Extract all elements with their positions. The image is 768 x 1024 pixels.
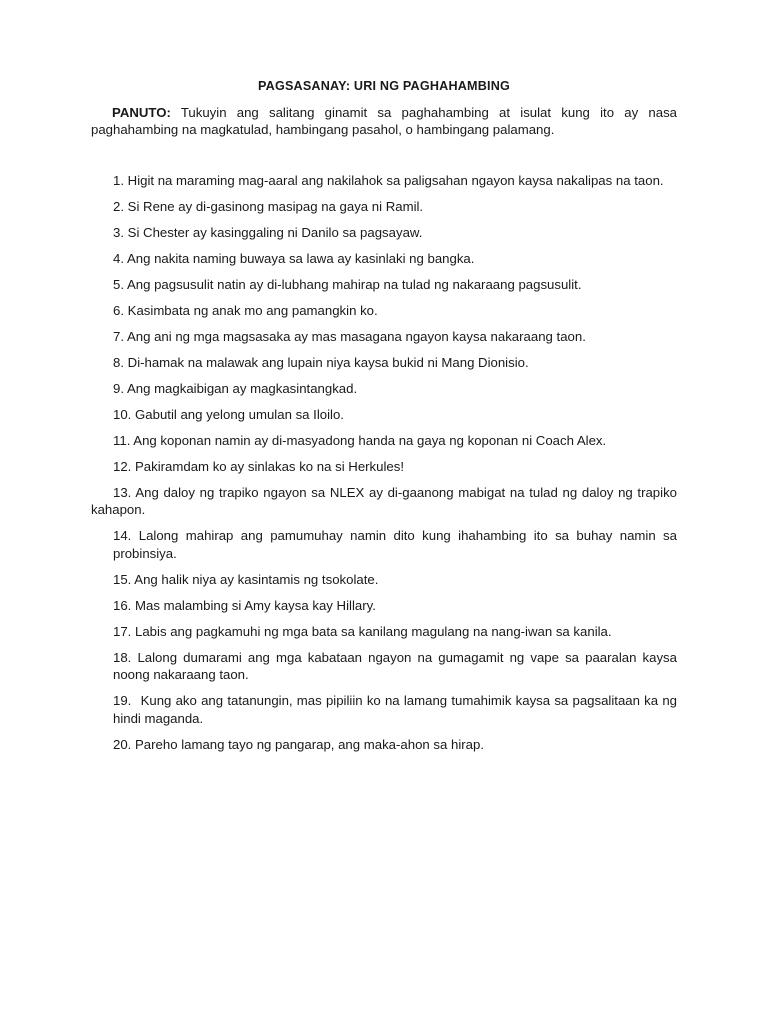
item-text: Si Chester ay kasinggaling ni Danilo sa pagsayaw. <box>127 224 423 240</box>
item-text: Gabutil ang yelong umulan sa Iloilo. <box>135 406 344 422</box>
exercise-item <box>91 276 677 294</box>
exercise-item <box>91 649 677 684</box>
item-text: Mas malambing si Amy kaysa kay Hillary. <box>135 597 376 613</box>
exercise-item <box>91 198 677 216</box>
exercise-item <box>91 597 677 615</box>
item-text: Ang koponan namin ay di-masyadong handa na gaya ng koponan ni Coach Alex. <box>133 432 607 448</box>
exercise-item <box>91 380 677 398</box>
exercise-item <box>91 250 677 268</box>
item-number: 7. <box>113 328 124 344</box>
exercise-item <box>91 458 677 476</box>
instructions-paragraph <box>91 104 677 139</box>
item-text: Pakiramdam ko ay sinlakas ko na si Herkules! <box>135 458 405 474</box>
item-number: 6. <box>113 302 124 318</box>
item-number: 19. <box>113 693 132 708</box>
exercise-item <box>91 354 677 372</box>
item-text: Ang nakita naming buwaya sa lawa ay kasinlaki ng bangka. <box>126 250 475 266</box>
item-text: Kasimbata ng anak mo ang pamangkin ko. <box>127 302 378 318</box>
item-number: 9. <box>113 380 124 396</box>
item-text: Ang daloy ng trapiko ngayon sa NLEX ay di-gaanong mabigat na tulad ng daloy ng trapiko kahapon. <box>91 484 677 517</box>
exercise-item <box>91 484 677 519</box>
item-text: Di-hamak na malawak ang lupain niya kaysa bukid ni Mang Dionisio. <box>127 354 529 370</box>
item-number: 8. <box>113 354 124 370</box>
item-number: 18. <box>113 649 132 665</box>
exercise-item <box>91 302 677 320</box>
item-number: 12. <box>113 458 132 474</box>
item-number: 11. <box>113 432 131 448</box>
item-number: 14. <box>113 528 132 543</box>
exercise-item <box>91 172 677 190</box>
item-number: 3. <box>113 224 124 240</box>
exercise-item <box>91 224 677 242</box>
item-number: 20. <box>113 736 132 752</box>
document-title: PAGSASANAY: URI NG PAGHAHAMBING <box>257 79 511 93</box>
item-number: 1. <box>113 172 124 188</box>
item-text: Si Rene ay di-gasinong masipag na gaya ni Ramil. <box>127 198 424 214</box>
exercise-item <box>91 432 677 450</box>
exercise-item <box>91 692 677 727</box>
item-number: 13. <box>113 484 132 500</box>
item-text: Ang magkaibigan ay magkasintangkad. <box>126 380 358 396</box>
item-number: 16. <box>113 597 132 613</box>
item-number: 17. <box>113 623 132 639</box>
item-number: 2. <box>113 198 124 214</box>
item-text: Lalong dumarami ang mga kabataan ngayon na gumagamit ng vape sa paaralan kaysa noong nakaraang taon. <box>113 649 677 682</box>
item-number: 5. <box>113 276 124 292</box>
item-number: 10. <box>113 406 132 422</box>
item-text: Lalong mahirap ang pamumuhay namin dito kung ihahambing ito sa buhay namin sa probinsiya. <box>113 528 677 561</box>
exercise-item <box>91 623 677 641</box>
item-text: Ang ani ng mga magsasaka ay mas masagana ngayon kaysa nakaraang taon. <box>126 328 586 344</box>
item-number: 4. <box>113 250 124 266</box>
exercise-item <box>91 328 677 346</box>
item-text: Pareho lamang tayo ng pangarap, ang maka-ahon sa hirap. <box>135 736 484 752</box>
item-text: Kung ako ang tatanungin, mas pipiliin ko na lamang tumahimik kaysa sa pagsalitaan ka ng hindi maganda. <box>113 693 677 726</box>
exercise-list <box>91 172 677 754</box>
instructions-text: Tukuyin ang salitang ginamit sa paghahambing at isulat kung ito ay nasa paghahambing na magkatulad, hambingang pasahol, o hambingang palamang. <box>91 104 677 137</box>
exercise-item <box>91 406 677 424</box>
exercise-item <box>91 571 677 589</box>
instructions-label: PANUTO: <box>112 104 171 120</box>
item-text: Ang pagsusulit natin ay di-lubhang mahirap na tulad ng nakaraang pagsusulit. <box>126 276 582 292</box>
exercise-item <box>91 527 677 562</box>
item-text: Ang halik niya ay kasintamis ng tsokolate. <box>134 571 379 587</box>
exercise-item <box>91 736 677 754</box>
document-page <box>91 78 677 762</box>
item-number: 15. <box>113 571 132 587</box>
item-text: Labis ang pagkamuhi ng mga bata sa kanilang magulang na nang-iwan sa kanila. <box>135 623 612 639</box>
item-text: Higit na maraming mag-aaral ang nakilahok sa paligsahan ngayon kaysa nakalipas na taon. <box>127 172 664 188</box>
